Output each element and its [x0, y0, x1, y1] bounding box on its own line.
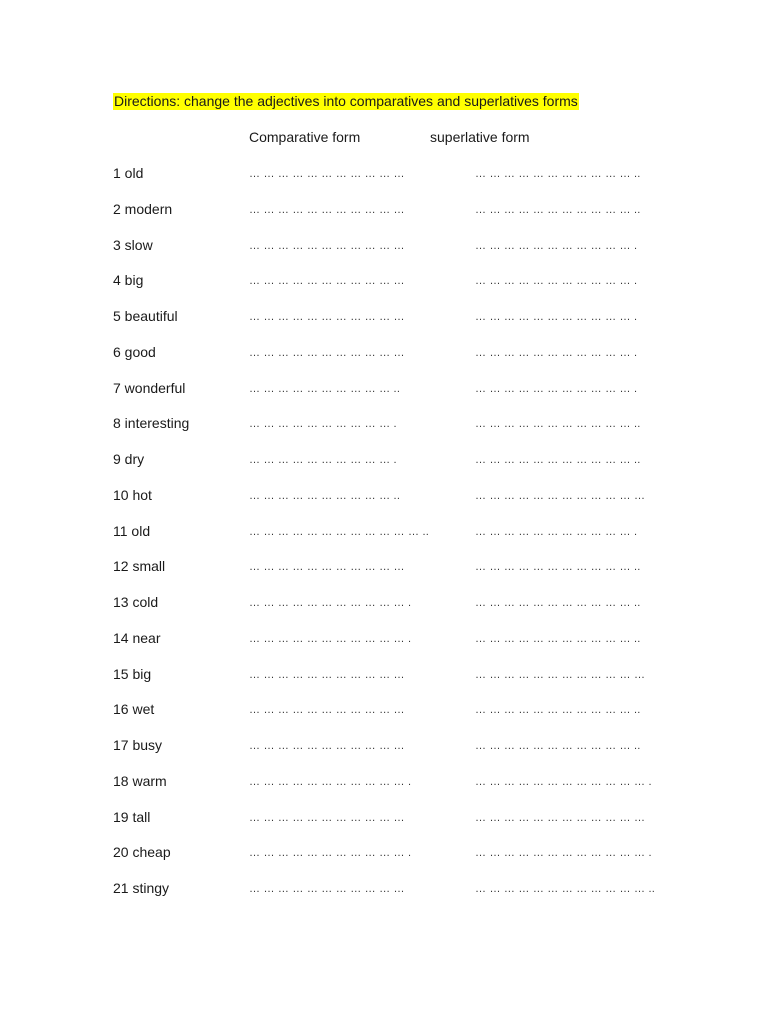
superlative-blank: … … … … … … … … … … … .. — [475, 418, 641, 431]
directions-text: Directions: change the adjectives into comparatives and superlatives forms — [114, 93, 578, 109]
adjective-list — [0, 164, 768, 915]
adjective-label: 5 beautiful — [113, 308, 178, 324]
comparative-blank: … … … … … … … … … … … — [249, 883, 405, 895]
comparative-blank: … … … … … … … … … … … — [249, 561, 405, 574]
list-item — [0, 271, 768, 307]
comparative-blank: … … … … … … … … … … … — [249, 311, 405, 323]
comparative-blank: … … … … … … … … … … .. — [249, 382, 401, 395]
list-item — [0, 343, 768, 379]
superlative-blank: … … … … … … … … … … … . — [475, 311, 638, 323]
adjective-label: 6 good — [113, 343, 156, 360]
comparative-blank: … … … … … … … … … … … — [249, 740, 405, 752]
superlative-blank: … … … … … … … … … … … … — [475, 668, 646, 681]
adjective-label: 17 busy — [113, 737, 163, 753]
list-item — [0, 236, 768, 272]
comparative-blank: … … … … … … … … … … … — [249, 239, 405, 252]
superlative-blank: … … … … … … … … … … … .. — [475, 203, 641, 216]
adjective-label: 3 slow — [113, 236, 153, 253]
superlative-blank: … … … … … … … … … … … . — [475, 346, 638, 359]
adjective-label: 18 warm — [113, 772, 167, 789]
superlative-blank: … … … … … … … … … … … .. — [475, 454, 641, 466]
comparative-blank: … … … … … … … … … … . — [249, 418, 397, 431]
adjective-label: 21 stingy — [113, 880, 170, 896]
superlative-blank: … … … … … … … … … … … .. — [475, 597, 641, 609]
superlative-blank: … … … … … … … … … … … .. — [475, 561, 641, 574]
superlative-blank: … … … … … … … … … … … … .. — [475, 883, 655, 895]
adjective-label: 11 old — [113, 522, 151, 539]
comparative-blank: … … … … … … … … … … … . — [249, 597, 412, 609]
list-item — [0, 557, 768, 593]
adjective-label: 9 dry — [113, 451, 145, 467]
superlative-blank: … … … … … … … … … … … .. — [475, 168, 641, 180]
comparative-form-header: Comparative form — [249, 129, 361, 145]
adjective-label: 1 old — [113, 165, 144, 181]
list-item — [0, 450, 768, 486]
comparative-blank: … … … … … … … … … … … — [249, 811, 405, 824]
superlative-blank: … … … … … … … … … … … … . — [475, 847, 652, 860]
list-item — [0, 593, 768, 629]
comparative-blank: … … … … … … … … … … … — [249, 668, 405, 681]
list-item — [0, 736, 768, 772]
adjective-label: 19 tall — [113, 808, 151, 825]
list-item — [0, 700, 768, 736]
adjective-label: 12 small — [113, 558, 166, 575]
comparative-blank: … … … … … … … … … … … . — [249, 632, 412, 645]
list-item — [0, 522, 768, 558]
comparative-blank: … … … … … … … … … … … — [249, 203, 405, 216]
adjective-label: 20 cheap — [113, 844, 171, 861]
comparative-blank: … … … … … … … … … … … . — [249, 775, 412, 788]
list-item — [0, 307, 768, 343]
superlative-blank: … … … … … … … … … … … .. — [475, 632, 641, 645]
comparative-blank: … … … … … … … … … … … — [249, 168, 405, 180]
comparative-blank: … … … … … … … … … … .. — [249, 489, 401, 502]
comparative-blank: … … … … … … … … … … … — [249, 704, 405, 717]
superlative-blank: … … … … … … … … … … … … — [475, 811, 646, 824]
adjective-label: 8 interesting — [113, 415, 190, 432]
list-item — [0, 629, 768, 665]
list-item — [0, 843, 768, 879]
adjective-label: 2 modern — [113, 200, 173, 217]
superlative-blank: … … … … … … … … … … … … — [475, 489, 646, 502]
adjective-label: 4 big — [113, 272, 144, 289]
superlative-blank: … … … … … … … … … … … . — [475, 239, 638, 252]
comparative-blank: … … … … … … … … … … … . — [249, 847, 412, 860]
superlative-blank: … … … … … … … … … … … .. — [475, 740, 641, 752]
list-item — [0, 772, 768, 808]
comparative-blank: … … … … … … … … … … . — [249, 454, 397, 466]
list-item — [0, 486, 768, 522]
adjective-label: 16 wet — [113, 701, 155, 718]
superlative-blank: … … … … … … … … … … … .. — [475, 704, 641, 717]
comparative-blank: … … … … … … … … … … … … .. — [249, 525, 429, 538]
adjective-label: 13 cold — [113, 594, 159, 610]
list-item — [0, 164, 768, 200]
list-item — [0, 879, 768, 915]
comparative-blank: … … … … … … … … … … … — [249, 346, 405, 359]
list-item — [0, 379, 768, 415]
list-item — [0, 808, 768, 844]
superlative-blank: … … … … … … … … … … … . — [475, 275, 638, 288]
list-item — [0, 665, 768, 701]
superlative-blank: … … … … … … … … … … … . — [475, 382, 638, 395]
list-item — [0, 414, 768, 450]
adjective-label: 7 wonderful — [113, 379, 186, 396]
superlative-blank: … … … … … … … … … … … … . — [475, 775, 652, 788]
adjective-label: 10 hot — [113, 486, 152, 503]
adjective-label: 15 big — [113, 665, 152, 682]
superlative-blank: … … … … … … … … … … … . — [475, 525, 638, 538]
superlative-form-header: superlative form — [430, 129, 530, 145]
comparative-blank: … … … … … … … … … … … — [249, 275, 405, 288]
list-item — [0, 200, 768, 236]
adjective-label: 14 near — [113, 629, 161, 646]
